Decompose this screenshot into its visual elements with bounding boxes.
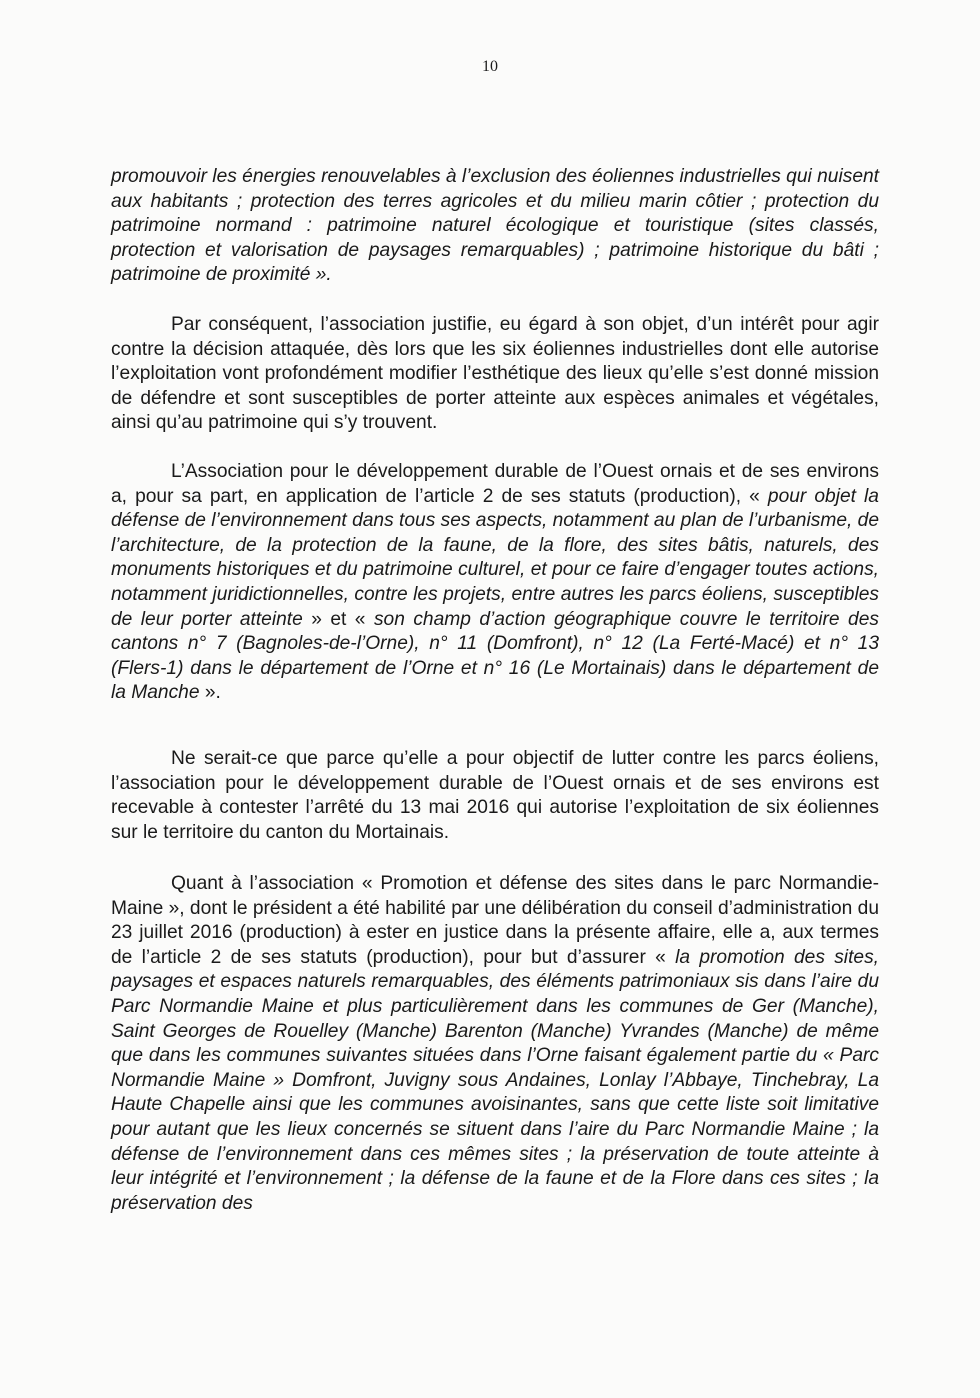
paragraph-association-ouest-ornais <box>111 460 879 706</box>
quoted-statute-text: son champ d’action géographique couvre le territoire des cantons n° 7 (Bagnoles-de-l’Orne), n° 11 (Domfront), n° 12 (La Ferté-Macé) et n° 13 (Flers-1) dans le département de l’Orne et n° 16 (Le Mortainais) dans le département de la Manche <box>111 608 879 704</box>
page-number: 10 <box>482 58 498 75</box>
paragraph-text: Ne serait-ce que parce qu’elle a pour objectif de lutter contre les parcs éoliens, l’association pour le développement durable de l’Ouest ornais et de ses environs est recevable à contester l’arrêté du 13 mai 2016 qui autorise l’exploitation de six éoliennes sur le territoire du canton du Mortainais. <box>111 748 879 843</box>
text-run: L’Association pour le développement durable de l’Ouest ornais et de ses environs a, pour sa part, en application de l’article 2 de ses statuts (production), « <box>111 461 879 507</box>
quoted-statute-text: la promotion des sites, paysages et espaces naturels remarquables, des éléments patrimoniaux sis dans l’aire du Parc Normandie Maine et plus particulièrement dans les communes de Ger (Manche), Saint Georges de Rouelley (Manche) Barenton (Manche) Yvrandes (Manche) de même que dans les communes suivantes situées dans l’Orne faisant également partie du « Parc Normandie Maine » Domfront, Juvigny sous Andaines, Lonlay l’Abbaye, Tinchebray, La Haute Chapelle ainsi que les communes avoisinantes, sans que cette liste soit limitative pour autant que les lieux concernés se situent dans l’aire du Parc Normandie Maine ; la défense de l’environnement dans ces mêmes sites ; la préservation de toute atteinte à leur intégrité et l’environnement ; la défense de la faune et de la Flore dans ces sites ; la préservation des <box>111 946 879 1214</box>
paragraph-admissibility <box>111 747 879 845</box>
text-run: » et « <box>302 608 374 630</box>
paragraph-text: Par conséquent, l’association justifie, eu égard à son objet, d’un intérêt pour agir contre la décision attaquée, dès lors que les six éoliennes industrielles dont elle autorise l’exploitation vont profondément modifier l’esthétique des lieux qu’elle s’est donné mission de défendre et sont susceptibles de porter atteinte aux espèces animales et végétales, ainsi qu’au patrimoine qui s’y trouvent. <box>111 314 879 434</box>
paragraph-text: promouvoir les énergies renouvelables à l’exclusion des éoliennes industrielles qui nuisent aux habitants ; protection des terres agricoles et du milieu marin côtier ; protection du patrimoine normand : patrimoine naturel écologique et touristique (sites classés, protection et valorisation de paysages remarquables) ; patrimoine historique du bâti ; patrimoine de proximité ». <box>111 166 879 286</box>
text-run: Quant à l’association « Promotion et défense des sites dans le parc Normandie-Maine », dont le président a été habilité par une délibération du conseil d’administration du 23 juillet 2016 (production) à ester en justice dans la présente affaire, elle a, aux termes de l’article 2 de ses statuts (production), pour but d’assurer « <box>111 873 879 968</box>
paragraph-standing-conclusion <box>111 313 879 436</box>
paragraph-association-normandie-maine <box>111 872 879 1216</box>
quoted-statute-text: pour objet la défense de l’environnement dans tous ses aspects, notamment au plan de l’urbanisme, de l’architecture, de la protection de la faune, de la flore, des sites bâtis, naturels, des monuments historiques et du patrimoine culturel, et pour ce faire d’engager toutes actions, notamment juridictionnelles, contre les projets, entre autres les parcs éoliens, susceptibles de leur porter atteinte <box>111 485 879 630</box>
paragraph-text <box>111 872 879 1216</box>
paragraph-statutes-continued <box>111 165 879 288</box>
paragraph-text <box>111 460 879 706</box>
text-run: ». <box>199 682 221 704</box>
